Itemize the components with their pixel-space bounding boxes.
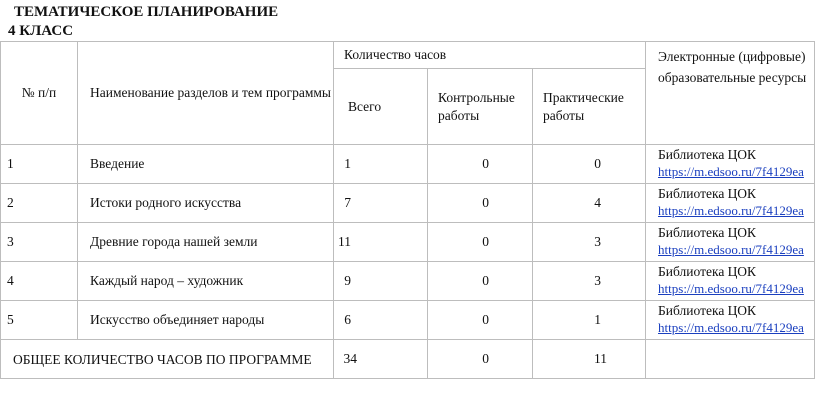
- row-control-works: 0: [428, 145, 533, 184]
- table-footer-row: [1, 340, 815, 379]
- row-practical-works: 4: [533, 184, 646, 223]
- table-row: [1, 262, 815, 301]
- row-number: 4: [1, 262, 78, 301]
- row-practical-works: 3: [533, 223, 646, 262]
- row-total-hours: 11: [334, 223, 428, 262]
- row-control-works: 0: [428, 184, 533, 223]
- resource-name: Библиотека ЦОК: [658, 147, 757, 162]
- footer-practical-works: 11: [533, 340, 646, 379]
- row-section-name: Искусство объединяет народы: [78, 301, 334, 340]
- row-practical-works: 0: [533, 145, 646, 184]
- row-number: 5: [1, 301, 78, 340]
- resource-link[interactable]: https://m.edsoo.ru/7f4129ea: [658, 320, 804, 335]
- header-resources: Электронные (цифровые) образовательные ресурсы: [646, 42, 815, 145]
- resource-link[interactable]: https://m.edsoo.ru/7f4129ea: [658, 281, 804, 296]
- header-hours: Количество часов: [334, 42, 646, 69]
- row-control-works: 0: [428, 301, 533, 340]
- page-title: ТЕМАТИЧЕСКОЕ ПЛАНИРОВАНИЕ: [14, 4, 279, 20]
- row-resource: [646, 184, 815, 223]
- resource-name: Библиотека ЦОК: [658, 225, 757, 240]
- header-total: Всего: [334, 69, 428, 145]
- row-resource: [646, 301, 815, 340]
- row-resource: [646, 262, 815, 301]
- resource-link[interactable]: https://m.edsoo.ru/7f4129ea: [658, 203, 804, 218]
- row-number: 3: [1, 223, 78, 262]
- table-row: [1, 145, 815, 184]
- row-section-name: Введение: [78, 145, 334, 184]
- header-section-name: Наименование разделов и тем программы: [78, 42, 334, 145]
- row-control-works: 0: [428, 262, 533, 301]
- row-resource: [646, 223, 815, 262]
- row-total-hours: 1: [334, 145, 428, 184]
- header-practical: Практические работы: [533, 69, 646, 145]
- row-control-works: 0: [428, 223, 533, 262]
- row-total-hours: 7: [334, 184, 428, 223]
- footer-control-works: 0: [428, 340, 533, 379]
- table-row: [1, 184, 815, 223]
- row-practical-works: 1: [533, 301, 646, 340]
- table-row: [1, 223, 815, 262]
- class-subtitle: 4 КЛАСС: [8, 23, 74, 39]
- table-row: [1, 301, 815, 340]
- resource-name: Библиотека ЦОК: [658, 186, 757, 201]
- resource-link[interactable]: https://m.edsoo.ru/7f4129ea: [658, 242, 804, 257]
- row-resource: [646, 145, 815, 184]
- row-total-hours: 6: [334, 301, 428, 340]
- row-number: 2: [1, 184, 78, 223]
- row-section-name: Древние города нашей земли: [78, 223, 334, 262]
- planning-table: [0, 41, 815, 379]
- footer-total-hours: 34: [334, 340, 428, 379]
- row-practical-works: 3: [533, 262, 646, 301]
- footer-resources: [646, 340, 815, 379]
- footer-total-label: ОБЩЕЕ КОЛИЧЕСТВО ЧАСОВ ПО ПРОГРАММЕ: [1, 340, 334, 379]
- row-number: 1: [1, 145, 78, 184]
- row-section-name: Истоки родного искусства: [78, 184, 334, 223]
- row-section-name: Каждый народ – художник: [78, 262, 334, 301]
- resource-name: Библиотека ЦОК: [658, 264, 757, 279]
- resource-name: Библиотека ЦОК: [658, 303, 757, 318]
- resource-link[interactable]: https://m.edsoo.ru/7f4129ea: [658, 164, 804, 179]
- header-number: № п/п: [1, 42, 78, 145]
- row-total-hours: 9: [334, 262, 428, 301]
- header-control: Контрольные работы: [428, 69, 533, 145]
